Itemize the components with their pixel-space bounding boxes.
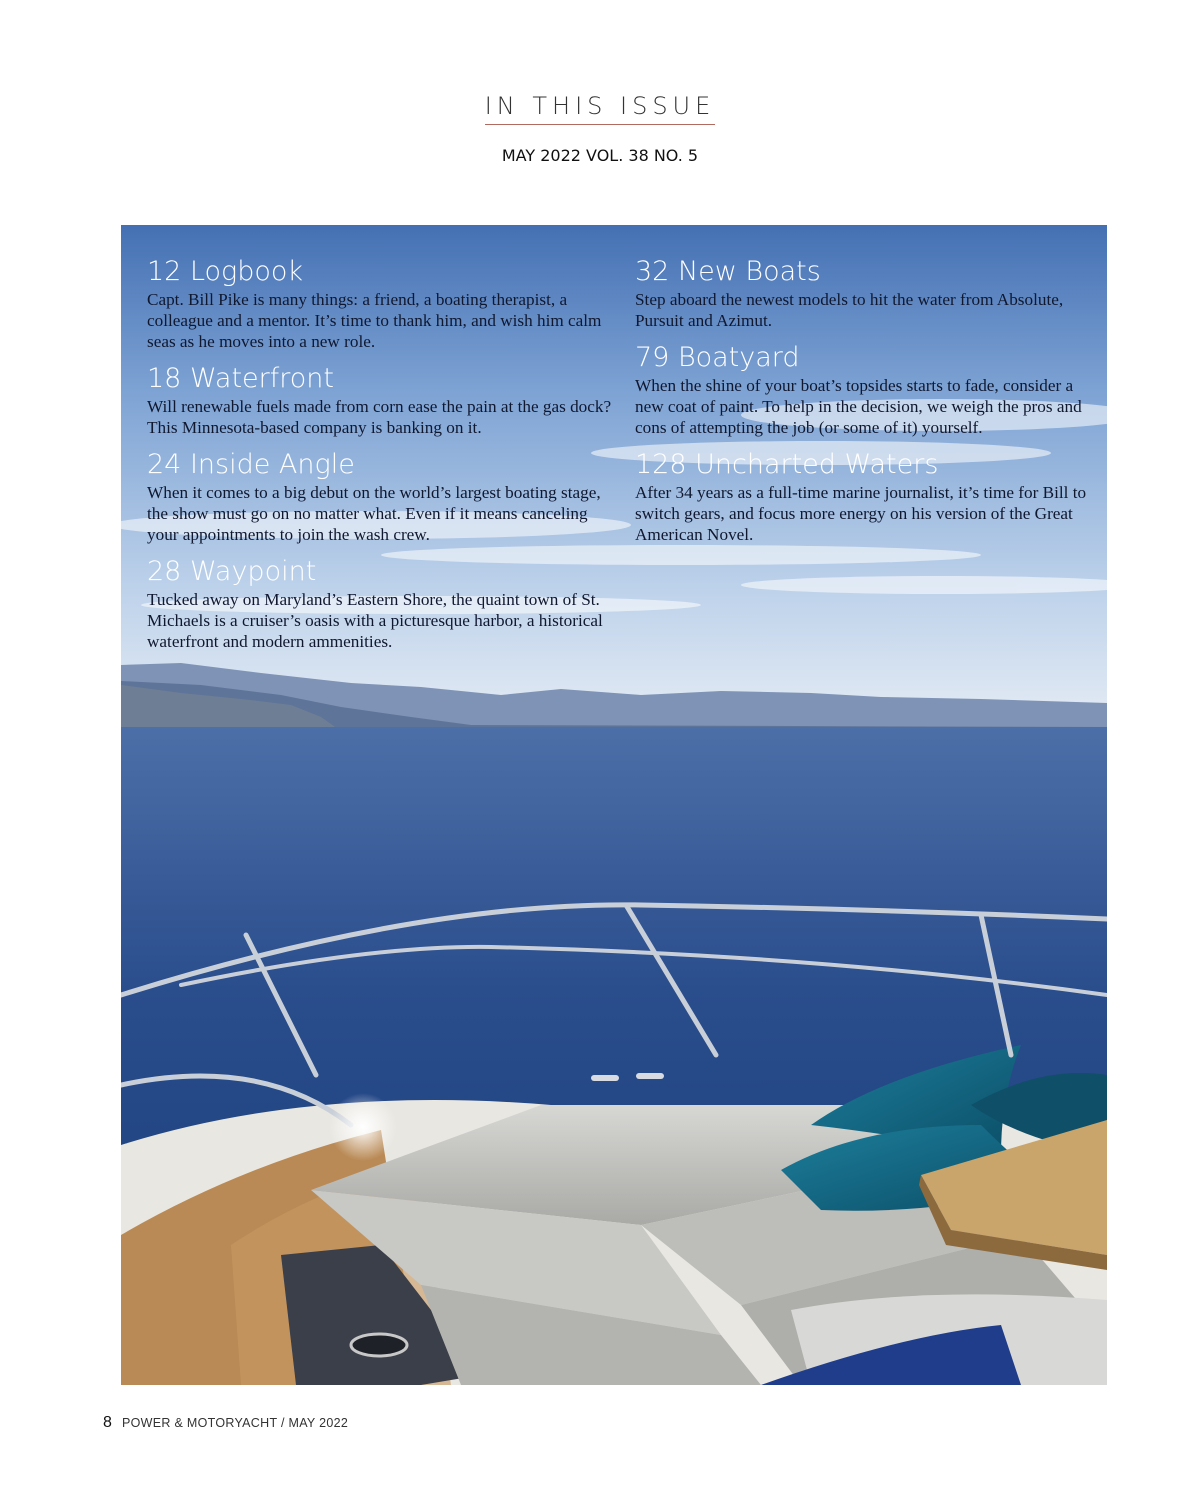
contents-entry[interactable] [147,555,617,652]
entry-title: 79 Boatyard [635,342,800,373]
contents-left-column [147,255,617,662]
contents-entry[interactable] [635,448,1105,545]
entry-description: After 34 years as a full-time marine journalist, it’s time for Bill to switch gears, and focus more energy on his version of the Great American Novel. [635,483,1087,544]
page-footer [103,1414,348,1432]
contents-entry[interactable] [147,448,617,545]
yacht-bow-photo [121,225,1107,1385]
publication-name: POWER & MOTORYACHT / MAY 2022 [121,1416,349,1430]
contents-entry[interactable] [635,341,1105,438]
entry-title: 24 Inside Angle [147,449,355,480]
contents-entry[interactable] [147,362,617,438]
contents-entry[interactable] [147,255,617,352]
entry-title: 18 Waterfront [147,363,334,394]
entry-description: When the shine of your boat’s topsides starts to fade, consider a new coat of paint. To help in the decision, we weigh the pros and cons of attempting the job (or some of it) yourself. [635,376,1082,437]
entry-description: Capt. Bill Pike is many things: a friend, a boating therapist, a colleague and a mentor. It’s time to thank him, and wish him calm seas as he moves into a new role. [147,290,602,351]
issue-date-volume: MAY 2022 VOL. 38 NO. 5 [501,146,699,165]
entry-title: 12 Logbook [147,256,304,287]
entry-title: 128 Uncharted Waters [635,449,939,480]
entry-description: When it comes to a big debut on the world’s largest boating stage, the show must go on no matter what. Even if it means canceling your appointments to join the wash crew. [147,483,601,544]
entry-description: Step aboard the newest models to hit the water from Absolute, Pursuit and Azimut. [635,290,1064,330]
header-title: IN THIS ISSUE [485,92,716,125]
page-number: 8 [103,1414,113,1431]
entry-title: 32 New Boats [635,256,821,287]
contents-entry[interactable] [635,255,1105,331]
entry-description: Will renewable fuels made from corn ease the pain at the gas dock? This Minnesota-based company is banking on it. [147,397,612,437]
issue-header [0,92,1200,125]
entry-title: 28 Waypoint [147,556,317,587]
contents-right-column [635,255,1105,555]
entry-description: Tucked away on Maryland’s Eastern Shore, the quaint town of St. Michaels is a cruiser’s oasis with a picturesque harbor, a historical waterfront and modern ammenities. [147,590,603,651]
